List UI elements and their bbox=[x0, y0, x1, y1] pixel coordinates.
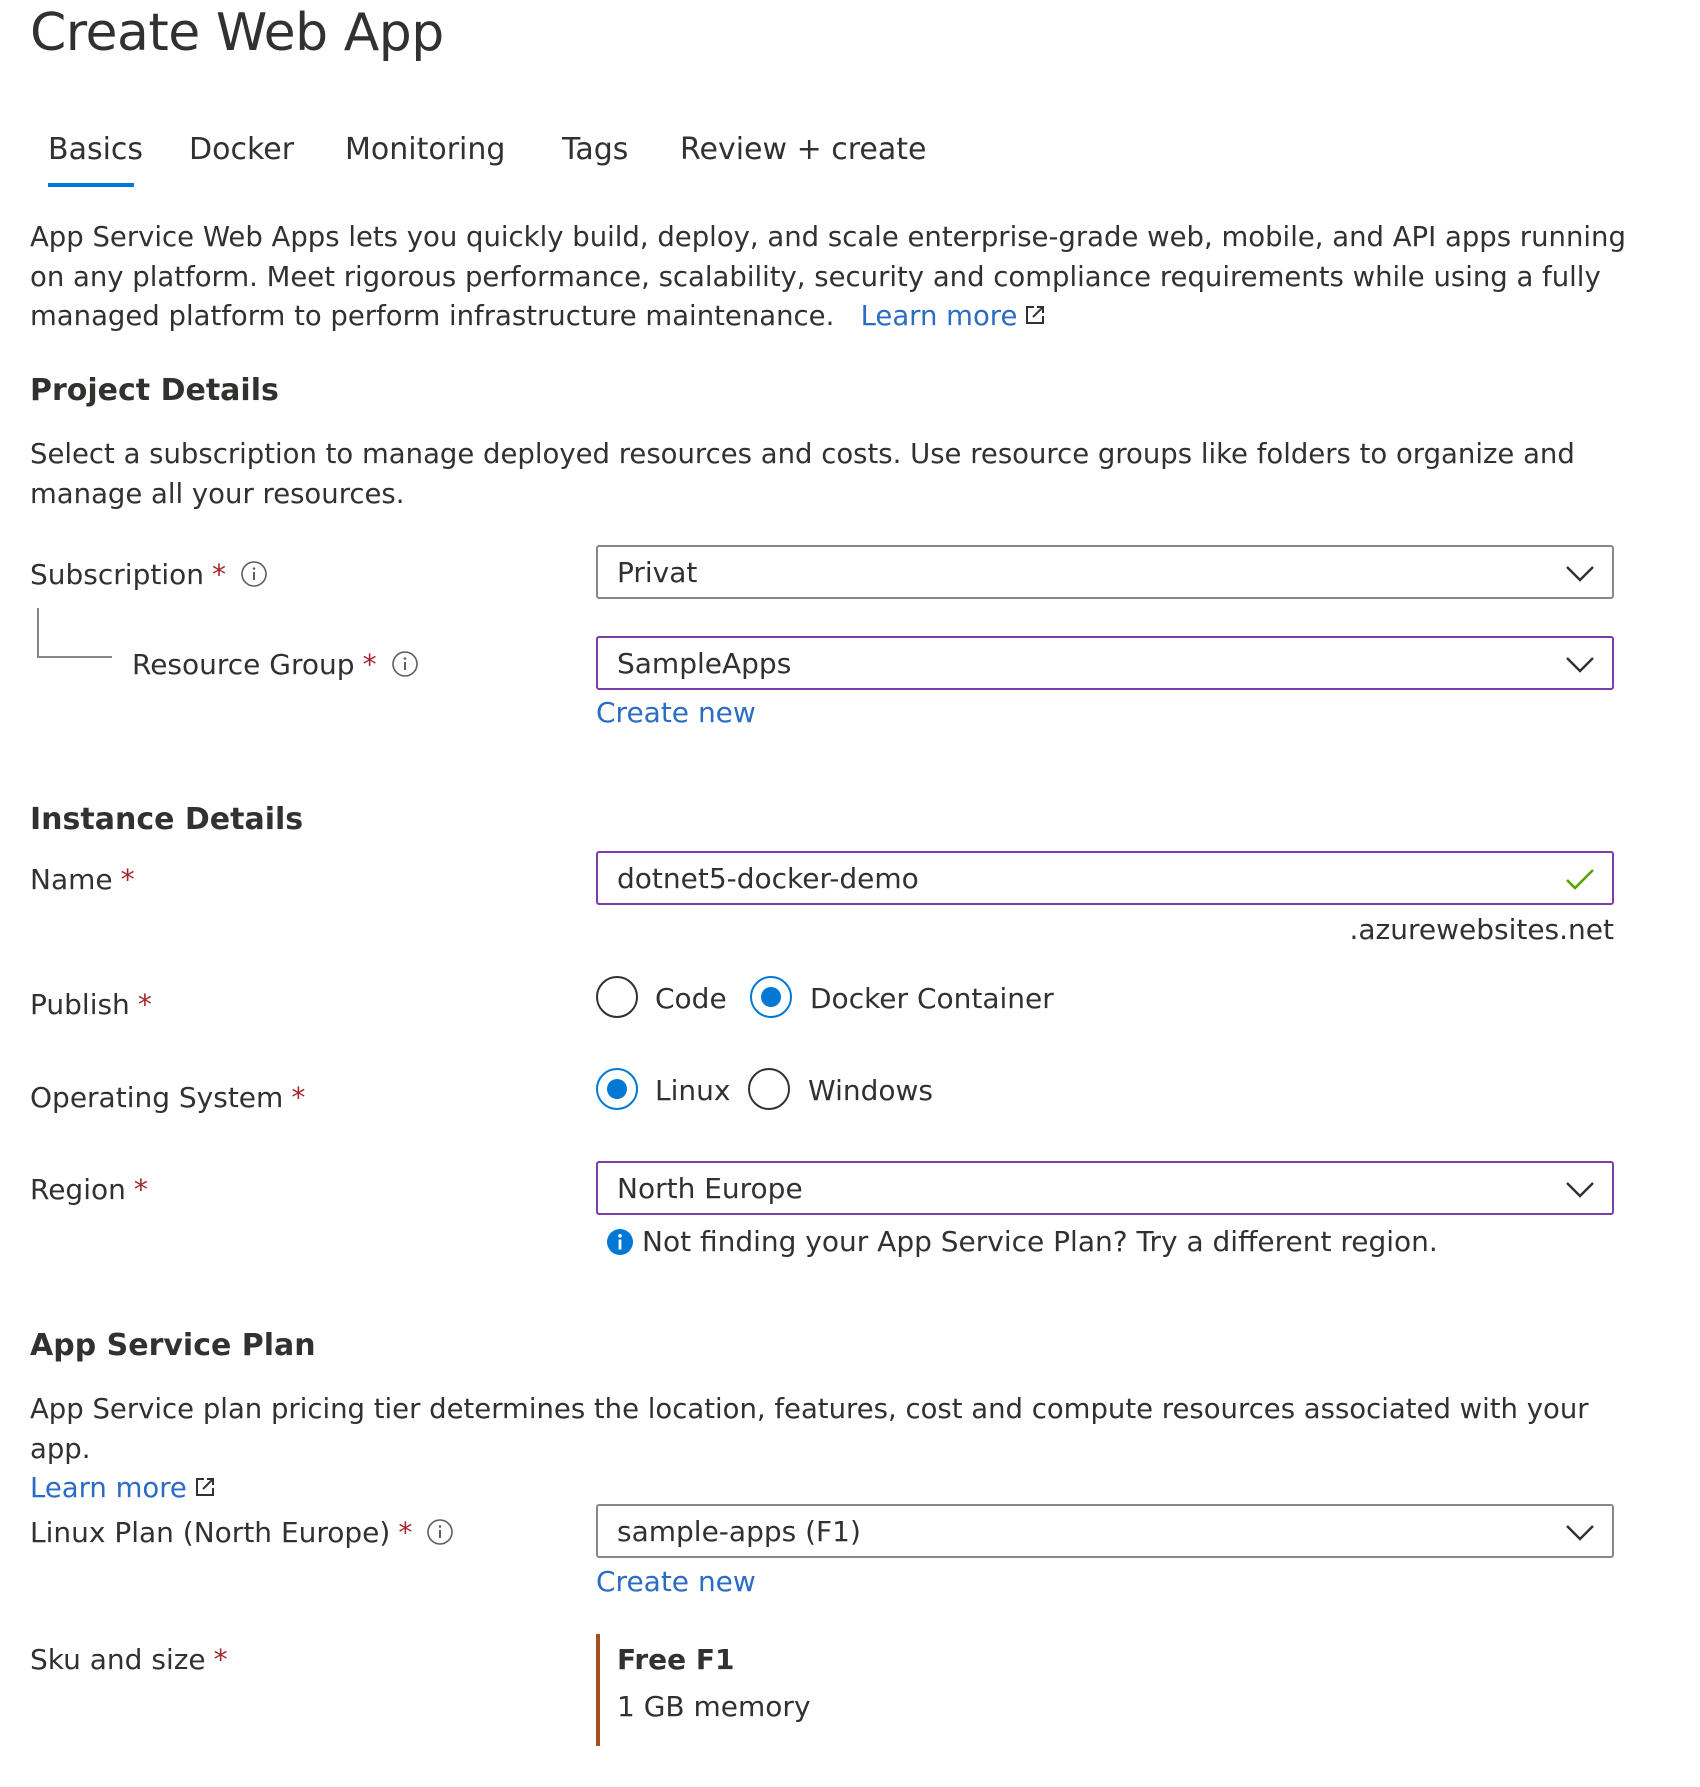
sku-name[interactable]: Free F1 bbox=[617, 1643, 735, 1676]
chevron-down-icon bbox=[1564, 561, 1596, 585]
required-marker: * bbox=[120, 863, 135, 896]
linux-plan-create-new-link[interactable]: Create new bbox=[596, 1565, 756, 1598]
info-icon[interactable] bbox=[240, 560, 268, 588]
domain-suffix: .azurewebsites.net bbox=[1349, 913, 1614, 946]
region-notice bbox=[606, 1222, 1438, 1262]
tab-basics[interactable]: Basics bbox=[48, 132, 144, 167]
resource-group-label-text: Resource Group bbox=[132, 648, 355, 681]
project-details-description: Select a subscription to manage deployed resources and costs. Use resource groups like folders to organize and manage all your resources. bbox=[30, 438, 1575, 510]
resource-group-dropdown[interactable] bbox=[596, 636, 1614, 690]
os-label-text: Operating System bbox=[30, 1081, 284, 1114]
os-linux-label[interactable]: Linux bbox=[655, 1074, 731, 1107]
plan-learn-more-link[interactable] bbox=[30, 1472, 217, 1504]
tab-monitoring[interactable]: Monitoring bbox=[345, 132, 506, 167]
active-tab-indicator bbox=[48, 183, 134, 187]
tree-connector bbox=[37, 608, 112, 658]
external-link-icon bbox=[193, 1475, 217, 1499]
checkmark-icon bbox=[1564, 865, 1596, 893]
name-label-text: Name bbox=[30, 863, 113, 896]
tab-tags[interactable]: Tags bbox=[562, 132, 629, 167]
app-service-plan-description bbox=[30, 1390, 1650, 1509]
external-link-icon bbox=[1023, 303, 1047, 327]
intro-text: App Service Web Apps lets you quickly build, deploy, and scale enterprise-grade web, mobile, and API apps running on any platform. Meet rigorous performance, scalability, security and compliance requirements while using a fully managed platform to perform infrastructure maintenance. bbox=[30, 221, 1626, 332]
required-marker: * bbox=[211, 558, 226, 591]
publish-docker-radio[interactable] bbox=[750, 976, 792, 1018]
tab-docker[interactable]: Docker bbox=[189, 132, 295, 167]
subscription-label bbox=[30, 555, 268, 595]
required-marker: * bbox=[137, 988, 152, 1021]
required-marker: * bbox=[213, 1643, 228, 1676]
linux-plan-value: sample-apps (F1) bbox=[617, 1515, 861, 1548]
publish-label bbox=[30, 985, 152, 1025]
chevron-down-icon bbox=[1564, 652, 1596, 676]
subscription-value: Privat bbox=[617, 556, 698, 589]
required-marker: * bbox=[291, 1081, 306, 1114]
required-marker: * bbox=[398, 1516, 413, 1549]
os-label bbox=[30, 1078, 305, 1118]
chevron-down-icon bbox=[1564, 1520, 1596, 1544]
info-filled-icon bbox=[606, 1228, 634, 1256]
os-windows-radio[interactable] bbox=[748, 1068, 790, 1110]
subscription-dropdown[interactable] bbox=[596, 545, 1614, 599]
learn-more-label: Learn more bbox=[30, 1472, 187, 1504]
sku-accent-bar bbox=[596, 1634, 600, 1746]
region-notice-text: Not finding your App Service Plan? Try a different region. bbox=[642, 1225, 1438, 1258]
tab-review-create[interactable]: Review + create bbox=[680, 132, 927, 167]
publish-code-label[interactable]: Code bbox=[655, 982, 727, 1015]
region-value: North Europe bbox=[617, 1172, 803, 1205]
publish-docker-label[interactable]: Docker Container bbox=[810, 982, 1054, 1015]
intro-description bbox=[30, 218, 1650, 337]
info-icon[interactable] bbox=[391, 650, 419, 678]
required-marker: * bbox=[362, 648, 377, 681]
subscription-label-text: Subscription bbox=[30, 558, 204, 591]
linux-plan-label-text: Linux Plan (North Europe) bbox=[30, 1516, 391, 1549]
region-dropdown[interactable] bbox=[596, 1161, 1614, 1215]
plan-description-text: App Service plan pricing tier determines the location, features, cost and compute resources associated with your app. bbox=[30, 1393, 1589, 1465]
os-windows-label[interactable]: Windows bbox=[808, 1074, 933, 1107]
learn-more-label: Learn more bbox=[860, 300, 1018, 332]
sku-memory: 1 GB memory bbox=[617, 1690, 811, 1723]
chevron-down-icon bbox=[1564, 1177, 1596, 1201]
resource-group-value: SampleApps bbox=[617, 647, 792, 680]
sku-label-text: Sku and size bbox=[30, 1643, 206, 1676]
linux-plan-label bbox=[30, 1513, 454, 1553]
publish-code-radio[interactable] bbox=[596, 976, 638, 1018]
publish-label-text: Publish bbox=[30, 988, 130, 1021]
project-details-heading: Project Details bbox=[30, 373, 279, 408]
required-marker: * bbox=[133, 1173, 148, 1206]
name-input[interactable] bbox=[596, 851, 1614, 905]
instance-details-heading: Instance Details bbox=[30, 802, 304, 837]
name-value: dotnet5-docker-demo bbox=[617, 862, 919, 895]
os-linux-radio[interactable] bbox=[596, 1068, 638, 1110]
resource-group-label bbox=[132, 645, 419, 685]
region-label bbox=[30, 1170, 148, 1210]
info-icon[interactable] bbox=[426, 1518, 454, 1546]
linux-plan-dropdown[interactable] bbox=[596, 1504, 1614, 1558]
page-title: Create Web App bbox=[30, 3, 444, 63]
sku-label bbox=[30, 1640, 228, 1680]
app-service-plan-heading: App Service Plan bbox=[30, 1328, 316, 1363]
name-label bbox=[30, 860, 135, 900]
resource-group-create-new-link[interactable]: Create new bbox=[596, 696, 756, 729]
intro-learn-more-link[interactable] bbox=[861, 300, 1048, 332]
region-label-text: Region bbox=[30, 1173, 126, 1206]
